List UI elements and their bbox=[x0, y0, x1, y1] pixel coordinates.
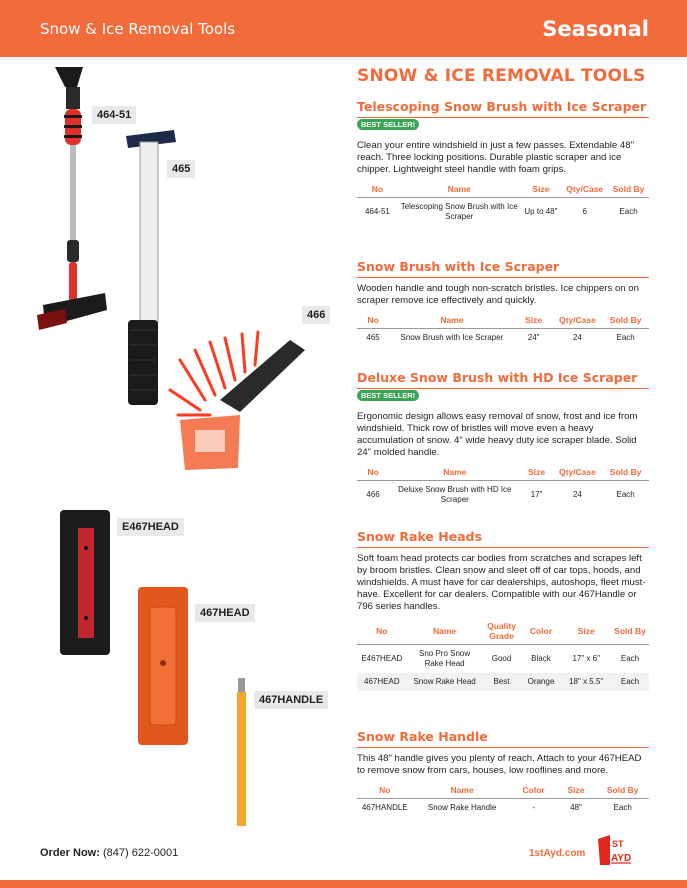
col-header: Size bbox=[561, 619, 611, 645]
col-header: Sold By bbox=[596, 783, 649, 799]
table-cell: Sno Pro Snow Rake Head bbox=[419, 649, 471, 668]
col-header: Sold By bbox=[602, 465, 649, 481]
table-cell: Best bbox=[483, 673, 521, 691]
col-header: Name bbox=[412, 783, 511, 799]
table-cell: - bbox=[532, 803, 535, 812]
deluxe-snow-brush-image bbox=[160, 320, 320, 470]
product-table bbox=[357, 313, 649, 347]
image-label-466: 466 bbox=[302, 306, 330, 324]
table-cell: 48" bbox=[570, 803, 582, 812]
brand-logo bbox=[596, 835, 632, 869]
snow-rake-head-image bbox=[136, 585, 196, 747]
table-cell: 24 bbox=[572, 333, 582, 342]
table-cell: Good bbox=[491, 654, 512, 663]
table-cell: 24" bbox=[527, 333, 540, 342]
section-title: Snow Brush with Ice Scraper bbox=[357, 259, 649, 278]
order-label: Order Now: bbox=[40, 847, 100, 859]
section-description: Wooden handle and tough non-scratch bristles. Ice chippers on on scraper remove ice effectively and quickly. bbox=[357, 283, 639, 306]
page-title: SNOW & ICE REMOVAL TOOLS bbox=[357, 66, 646, 86]
section-title: Snow Rake Handle bbox=[357, 729, 649, 748]
table-cell: Snow Brush with Ice Scraper bbox=[400, 333, 504, 342]
col-header: Qty/Case bbox=[553, 313, 603, 329]
col-header: No bbox=[357, 619, 407, 645]
product-table bbox=[357, 182, 649, 226]
col-header: No bbox=[357, 182, 398, 198]
col-header: Quality Grade bbox=[483, 619, 521, 645]
svg-text:ST: ST bbox=[612, 839, 624, 849]
col-header: Sold By bbox=[611, 619, 649, 645]
col-header: Name bbox=[407, 619, 483, 645]
section-description: This 48" handle gives you plenty of reach. Attach to your 467HEAD to remove snow from cars, houses, low rooflines and more. bbox=[357, 753, 642, 776]
image-label-e467head: E467HEAD bbox=[117, 518, 184, 536]
website-link[interactable]: 1stAyd.com bbox=[529, 848, 586, 859]
table-cell: 6 bbox=[582, 207, 587, 216]
header-left-title: Snow & Ice Removal Tools bbox=[40, 20, 236, 38]
table-cell: Each bbox=[619, 207, 638, 216]
table-cell: 24 bbox=[572, 490, 582, 499]
col-header: Name bbox=[389, 313, 515, 329]
table-cell: Deluxe Snow Brush with HD Ice Scraper bbox=[398, 485, 512, 504]
image-label-465: 465 bbox=[167, 160, 195, 178]
section-deluxe-brush bbox=[357, 370, 649, 509]
header-right-title: Seasonal bbox=[542, 17, 649, 41]
col-header: Size bbox=[521, 465, 553, 481]
section-title: Deluxe Snow Brush with HD Ice Scraper bbox=[357, 370, 649, 389]
order-line bbox=[40, 847, 178, 859]
col-header: No bbox=[357, 313, 389, 329]
section-description: Ergonomic design allows easy removal of snow, frost and ice from windshield. Thick row of bristles will move even a heavy accumulation of snow. 4" wide heavy duty ice scraper blade. Solid 24" molded handle. bbox=[357, 411, 638, 458]
table-cell: 464-51 bbox=[364, 207, 390, 216]
table-row bbox=[357, 329, 649, 348]
col-header: No bbox=[357, 783, 412, 799]
image-label-464-51: 464-51 bbox=[92, 106, 136, 124]
table-cell: 465 bbox=[366, 333, 380, 342]
col-header: Size bbox=[515, 313, 553, 329]
col-header: Sold By bbox=[602, 313, 649, 329]
svg-text:AYD: AYD bbox=[611, 853, 632, 864]
table-cell: Telescoping Snow Brush with Ice Scraper bbox=[400, 202, 518, 221]
table-cell: Snow Rake Handle bbox=[427, 803, 497, 812]
section-telescoping-brush bbox=[357, 99, 649, 226]
col-header: Name bbox=[389, 465, 520, 481]
product-table bbox=[357, 465, 649, 509]
table-row bbox=[357, 198, 649, 227]
header-bar bbox=[0, 0, 687, 57]
image-label-467head: 467HEAD bbox=[195, 604, 255, 622]
section-description: Soft foam head protects car bodies from scratches and scrapes left by broom bristles. Clean snow and sleet off of car tops, hoods, and windshields. A must have for car dealerships, autoshops, fleet must-have. Excellent for car dealers. Compatible with our 467Handle or 796 series handles. bbox=[357, 553, 646, 612]
section-rake-heads bbox=[357, 529, 649, 691]
best-seller-badge: BEST SELLER! bbox=[357, 119, 419, 130]
section-rake-handle bbox=[357, 729, 649, 817]
col-header: Sold By bbox=[608, 182, 649, 198]
table-cell: 466 bbox=[366, 490, 380, 499]
col-header: Color bbox=[521, 619, 562, 645]
table-cell: 17" bbox=[530, 490, 543, 499]
table-cell: Each bbox=[620, 654, 640, 663]
image-label-467handle: 467HANDLE bbox=[254, 691, 328, 709]
section-snow-brush bbox=[357, 259, 649, 347]
phone-number[interactable]: (847) 622-0001 bbox=[102, 847, 179, 859]
snow-rake-handle-image bbox=[232, 676, 252, 828]
table-row bbox=[357, 645, 649, 674]
table-cell: Each bbox=[611, 673, 649, 691]
table-row bbox=[357, 799, 649, 818]
col-header: Color bbox=[512, 783, 556, 799]
table-cell: 467HANDLE bbox=[361, 803, 408, 812]
table-cell: 18" x 5.5" bbox=[561, 673, 611, 691]
col-header: Size bbox=[556, 783, 597, 799]
best-seller-badge: BEST SELLER! bbox=[357, 390, 419, 401]
section-title: Telescoping Snow Brush with Ice Scraper bbox=[357, 99, 649, 118]
table-row bbox=[357, 673, 649, 691]
table-row bbox=[357, 481, 649, 510]
table-cell: Orange bbox=[521, 673, 562, 691]
table-cell: 17" x 6" bbox=[572, 654, 600, 663]
col-header: Qty/Case bbox=[561, 182, 608, 198]
table-cell: Black bbox=[531, 654, 551, 663]
section-description: Clean your entire windshield in just a few passes. Extendable 48" reach. Three locking positions. Durable plastic scraper and ice chipper. Lightweight steel handle with foam grips. bbox=[357, 140, 634, 175]
footer-bar bbox=[0, 880, 687, 888]
table-cell: Up to 48" bbox=[524, 207, 558, 216]
sno-pro-rake-head-image bbox=[58, 508, 118, 658]
product-table bbox=[357, 619, 649, 691]
table-cell: Each bbox=[613, 803, 632, 812]
table-cell: Each bbox=[616, 333, 635, 342]
col-header: Qty/Case bbox=[553, 465, 603, 481]
page-title-wrap bbox=[357, 66, 649, 86]
table-cell: Each bbox=[616, 490, 635, 499]
table-cell: Snow Rake Head bbox=[407, 673, 483, 691]
col-header: Size bbox=[521, 182, 562, 198]
col-header: Name bbox=[398, 182, 521, 198]
col-header: No bbox=[357, 465, 389, 481]
product-table bbox=[357, 783, 649, 817]
table-cell: E467HEAD bbox=[361, 654, 403, 663]
table-cell: 467HEAD bbox=[357, 673, 407, 691]
section-title: Snow Rake Heads bbox=[357, 529, 649, 548]
